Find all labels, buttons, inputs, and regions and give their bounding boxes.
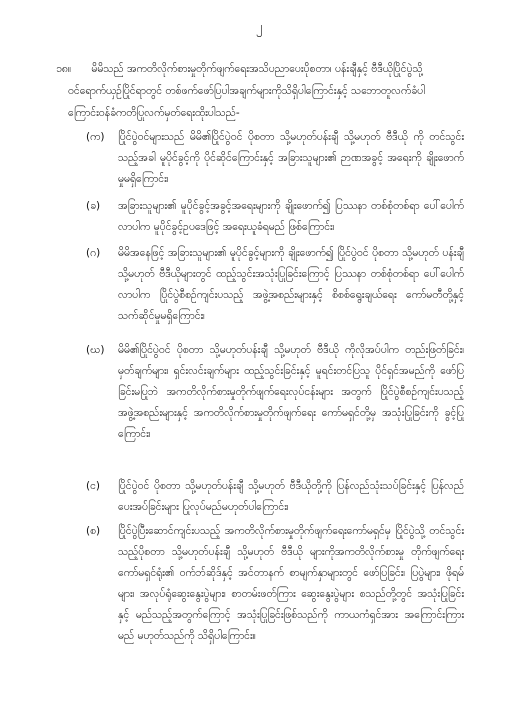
clause-text: မိမိအနေဖြင့် အခြားသူများ၏ မူပိုင်ခွင့်များကို ချိုးဖောက်၍ ပြိုင်ပွဲဝင် ပိုစတာ သို့မဟုတ် ပန်းချီ သို့မဟုတ် ဗီဒီယိုများတွင် ထည့်သွင်းအသုံးပြုခြင်းကြောင့် ပြဿနာ တစ်စုံတစ်ရာ ပေါ်ပေါက်လာပါက ပြိုင်ပွဲစီစဉ်ကျင်းပသည့် အဖွဲ့အစည်းများနှင့် စိစစ်ရွေးချယ်ရေး ကော်မတီတို့နှင့် သက်ဆိုင်မှုမရှိကြောင်း၊ (118, 247, 464, 322)
intro-text-1: မိမိသည် အကတိလိုက်စားမှုတိုက်ဖျက်ရေးအသိပညာပေးပိုစတာ၊ ပန်းချီနှင့် ဗီဒီယိုပြိုင်ပွဲသို့ (91, 63, 423, 75)
clause-ga (86, 243, 464, 327)
intro-paragraph (56, 58, 464, 124)
clause-marker: (စ) (86, 525, 101, 537)
clause-ka (86, 127, 464, 190)
clause-text: ပြိုင်ပွဲပြီးဆောင်ကျင်းပသည့် အကတိလိုက်စားမှုတိုက်ဖျက်ရေးကော်မရှင်မှ ပြိုင်ပွဲသို့ တင်သွင်းသည့်ပိုစတာ သို့မဟုတ်ပန်းချီ သို့မဟုတ် ဗီဒီယို များကိုအကတိလိုက်စားမှု တိုက်ဖျက်ရေး ကော်မရှင်ရုံး၏ ဝက်ဘ်ဆိုဒ်နှင့် အင်တာနက် စာမျက်နှာများတွင် ဖော်ပြခြင်း၊ ပြပွဲများ၊ ဖိုရမ်များ၊ အလုပ်ရုံဆွေးနွေးပွဲများ၊ စာတမ်းဖတ်ကြား ဆွေးနွေးပွဲများ စသည်တို့တွင် အသုံးပြုခြင်းနှင့် မည်သည့်အတွက်ကြောင့် အသုံးပြုခြင်းဖြစ်သည်ကို ကာယကံရှင်အား အကြောင်းကြားမည် မဟုတ်သည်ကို သိရှိပါကြောင်း။ (118, 525, 464, 642)
page-number: ၂ (255, 20, 263, 35)
clause-text: မိမိ၏ပြိုင်ပွဲဝင် ပိုစတာ သို့မဟုတ်ပန်းချီ သို့မဟုတ် ဗီဒီယို ကိုလိုအပ်ပါက တည်းဖြတ်ခြင်း၊ မှတ်ချက်များ၊ ရှင်းလင်းချက်များ ထည့်သွင်းခြင်းနှင့် မူရင်းတင်ပြသူ ပိုင်ရှင်အမည်ကို ဖော်ပြခြင်းမပြုဘဲ အကတိလိုက်စားမှုတိုက်ဖျက်ရေးလုပ်ငန်းများ အတွက် ပြိုင်ပွဲစီစဉ်ကျင်းပသည့်အဖွဲ့အစည်းများနှင့် အကတိလိုက်စားမှုတိုက်ဖျက်ရေး ကော်မရှင်တို့မှ အသုံးပြုခြင်းကို ခွင့်ပြုကြောင်း၊ (118, 344, 464, 440)
clause-gha (86, 340, 464, 445)
intro-line-2: ဝင်ရောက်ယှဉ်ပြိုင်ရာတွင် တစ်ဖက်ဖော်ပြပါအချက်များကိုသိရှိပါကြောင်းနှင့် သဘောတူလက်ခံပါ (68, 85, 425, 97)
clause-text: ပြိုင်ပွဲဝင်များသည် မိမိ၏ပြိုင်ပွဲဝင် ပိုစတာ သို့မဟုတ်ပန်းချီ သို့မဟုတ် ဗီဒီယို ကို တင်သွင်းသည့်အခါ မူပိုင်ခွင့်ကို ပိုင်ဆိုင်ကြောင်းနှင့် အခြားသူများ၏ ဉာဏအခွင့် အရေးကို ချိုးဖောက်မှုမရှိကြောင်း၊ (118, 131, 464, 185)
clause-marker: (င) (86, 480, 101, 492)
clause-marker: (ဃ) (86, 344, 105, 356)
clause-sa (86, 521, 464, 647)
intro-line-3: ကြောင်းဝန်ခံကတိပြုလက်မှတ်ရေးထိုးပါသည်- (68, 107, 240, 119)
clause-text: ပြိုင်ပွဲဝင် ပိုစတာ သို့မဟုတ်ပန်းချီ သို့မဟုတ် ဗီဒီယိုတို့ကို ပြန်လည်သုံးသပ်ခြင်းနှင့် ပြန်လည်ပေးအပ်ခြင်းများ ပြုလုပ်မည်မဟုတ်ပါကြောင်း၊ (118, 480, 464, 513)
intro-line-1 (56, 58, 464, 80)
clause-nga (86, 476, 464, 518)
clause-kha (86, 196, 464, 238)
clause-marker: (က) (86, 131, 105, 143)
clause-marker: (ခ) (86, 200, 101, 212)
clause-text: အခြားသူများ၏ မူပိုင်ခွင့်အခွင့်အရေးများကို ချိုးဖောက်၍ ပြဿနာ တစ်စုံတစ်ရာ ပေါ်ပေါက်လာပါက မူပိုင်ခွင့်ဥပဒေဖြင့် အရေးယူခံရမည် ဖြစ်ကြောင်း၊ (118, 200, 464, 233)
clause-marker: (ဂ) (86, 247, 101, 259)
paragraph-number: ၁၈။ (56, 63, 72, 75)
